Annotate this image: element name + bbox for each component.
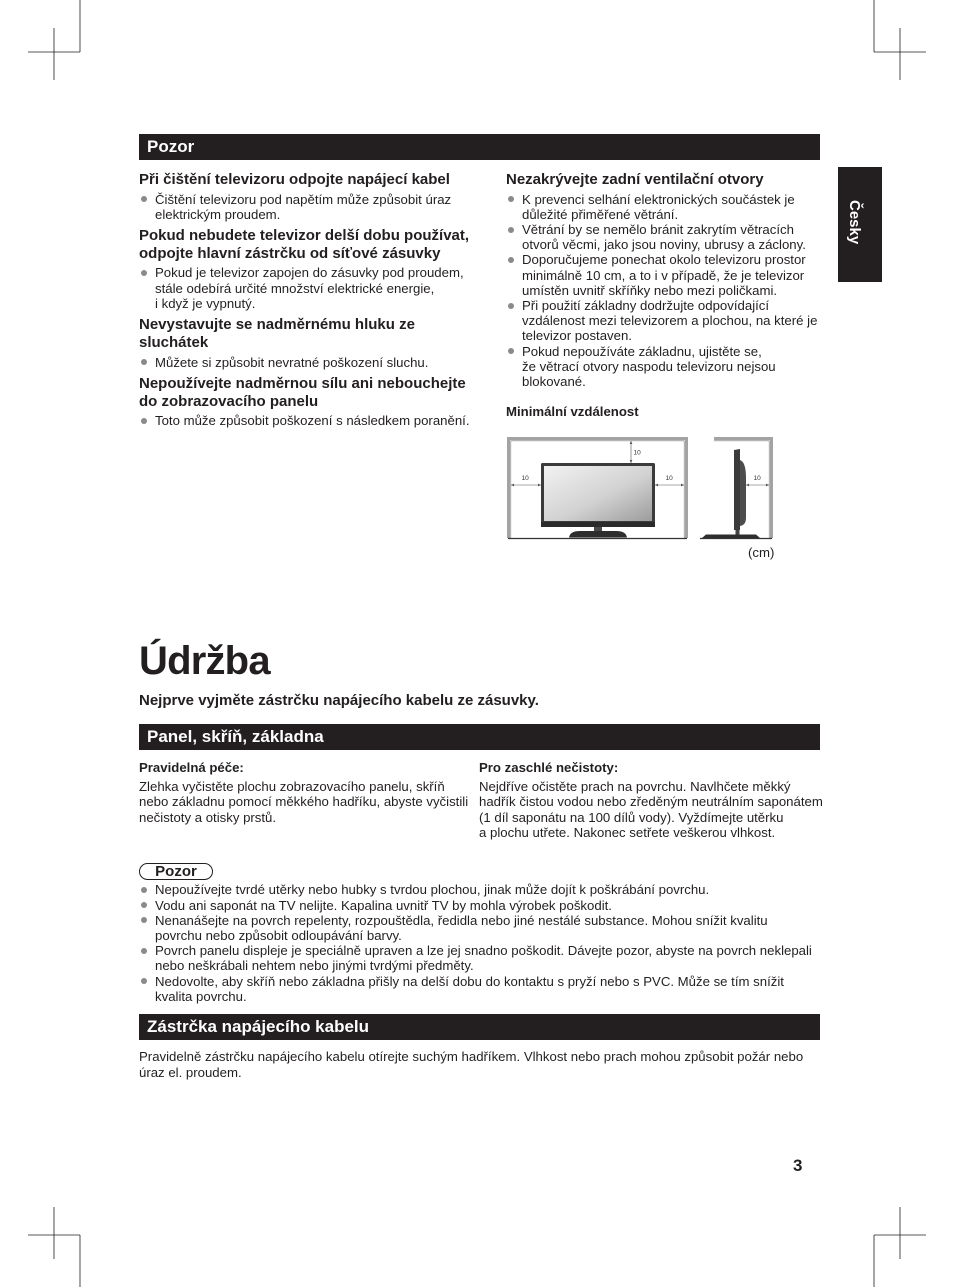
dried-dirt-label: Pro zaschlé nečistoty: <box>479 760 619 775</box>
caution-heading: Nepoužívejte nadměrnou sílu ani nebouchejte do zobrazovacího panelu <box>139 374 466 410</box>
dimension-label-back: 10 <box>753 475 761 482</box>
tv-stand-neck <box>736 530 740 535</box>
list-item: Vodu ani saponát na TV nelijte. Kapalina uvnitř TV by mohla výrobek poškodit. <box>139 898 839 913</box>
ventilation-clearance-diagram <box>500 430 780 545</box>
page-number: 3 <box>793 1156 803 1175</box>
dimension-label-left: 10 <box>521 475 529 482</box>
bullet-list <box>139 355 484 370</box>
caution-right-column <box>506 171 831 389</box>
caution-heading: Nezakrývejte zadní ventilační otvory <box>506 171 764 188</box>
bullet-list <box>139 882 839 1004</box>
language-tab-label: Česky <box>846 200 863 245</box>
bullet-list <box>139 265 484 311</box>
section-header-plug: Zástrčka napájecího kabelu <box>139 1014 820 1040</box>
list-item: Čištění televizoru pod napětím může způsobit úraz elektrickým proudem. <box>139 192 484 222</box>
caution-heading: Pokud nebudete televizor delší dobu používat, odpojte hlavní zástrčku od síťové zásuvky <box>139 226 470 262</box>
section-header-panel: Panel, skříň, základna <box>139 724 820 750</box>
list-item: Větrání by se nemělo bránit zakrytím větracích otvorů věcmi, jako jsou noviny, ubrusy a záclony. <box>506 222 831 252</box>
plug-text: Pravidelně zástrčku napájecího kabelu otírejte suchým hadříkem. Vlhkost nebo prach mohou způsobit požár nebo úraz el. proudem. <box>139 1049 804 1080</box>
language-tab <box>838 167 882 282</box>
regular-care-text: Zlehka vyčistěte plochu zobrazovacího panelu, skříň nebo základnu pomocí měkkého hadříku, abyste vyčistili nečistoty a otisky prstů. <box>139 779 469 825</box>
list-item: Pokud nepoužíváte základnu, ujistěte se, že větrací otvory naspodu televizoru nejsou blokované. <box>506 344 831 390</box>
unit-label: (cm) <box>748 545 775 560</box>
list-item: Nedovolte, aby skříň nebo základna přišly na delší dobu do kontaktu s pryží nebo s PVC. Může se tím snížit kvalita povrchu. <box>139 974 839 1004</box>
tv-screen <box>544 466 652 521</box>
dried-dirt-column <box>479 760 829 840</box>
bullet-list <box>139 192 484 222</box>
diagram-title: Minimální vzdálenost <box>506 404 639 419</box>
tv-side-view <box>700 439 772 539</box>
bullet-list <box>506 192 831 390</box>
dried-dirt-text: Nejdříve očistěte prach na povrchu. Navlhčete měkký hadřík čistou vodou nebo zředěným neutrálním saponátem (1 díl saponátu na 100 dílů vody). Vyždímejte utěrku a plochu utřete. Nakonec setřete veškerou vlhkost. <box>479 779 823 840</box>
intro-text: Nejprve vyjměte zástrčku napájecího kabelu ze zásuvky. <box>139 692 539 709</box>
regular-care-column <box>139 760 474 825</box>
list-item: Doporučujeme ponechat okolo televizoru prostor minimálně 10 cm, a to i v případě, že je televizor umístěn uvnitř skříňky nebo mezi poličkami. <box>506 252 831 298</box>
tv-stand-base <box>702 535 760 539</box>
caution-heading: Při čištění televizoru odpojte napájecí kabel <box>139 171 450 188</box>
list-item: Nepoužívejte tvrdé utěrky nebo hubky s tvrdou plochou, jinak může dojít k poškrábání povrchu. <box>139 882 839 897</box>
list-item: Toto může způsobit poškození s následkem poranění. <box>139 413 484 428</box>
tv-stand-neck <box>594 527 602 531</box>
panel-caution-list <box>139 882 839 1004</box>
list-item: Můžete si způsobit nevratné poškození sluchu. <box>139 355 484 370</box>
page-title: Údržba <box>139 639 270 683</box>
caution-badge: Pozor <box>139 863 213 880</box>
bullet-list <box>139 413 484 428</box>
list-item: K prevenci selhání elektronických součástek je důležité přiměřené větrání. <box>506 192 831 222</box>
list-item: Povrch panelu displeje je speciálně upraven a lze jej snadno poškodit. Dávejte pozor, abyste na povrch neklepali nebo neškrábali nehtem nebo jinými tvrdými předměty. <box>139 943 839 973</box>
tv-front-view <box>508 439 687 539</box>
section-header-caution: Pozor <box>139 134 820 160</box>
tv-side-panel <box>734 449 740 530</box>
dimension-label-right: 10 <box>665 475 673 482</box>
regular-care-label: Pravidelná péče: <box>139 760 244 775</box>
caution-heading: Nevystavujte se nadměrnému hluku ze sluchátek <box>139 316 415 352</box>
list-item: Pokud je televizor zapojen do zásuvky pod proudem, stále odebírá určité množství elektrické energie, i když je vypnutý. <box>139 265 484 311</box>
list-item: Nenanášejte na povrch repelenty, rozpouštědla, ředidla nebo jiné nestálé substance. Mohou snížit kvalitu povrchu nebo způsobit odloupávání barvy. <box>139 913 839 943</box>
tv-stand-base <box>569 531 627 538</box>
dimension-label-top: 10 <box>633 449 641 457</box>
list-item: Při použití základny dodržujte odpovídající vzdálenost mezi televizorem a plochou, na které je televizor postaven. <box>506 298 831 344</box>
caution-left-column <box>139 171 484 428</box>
